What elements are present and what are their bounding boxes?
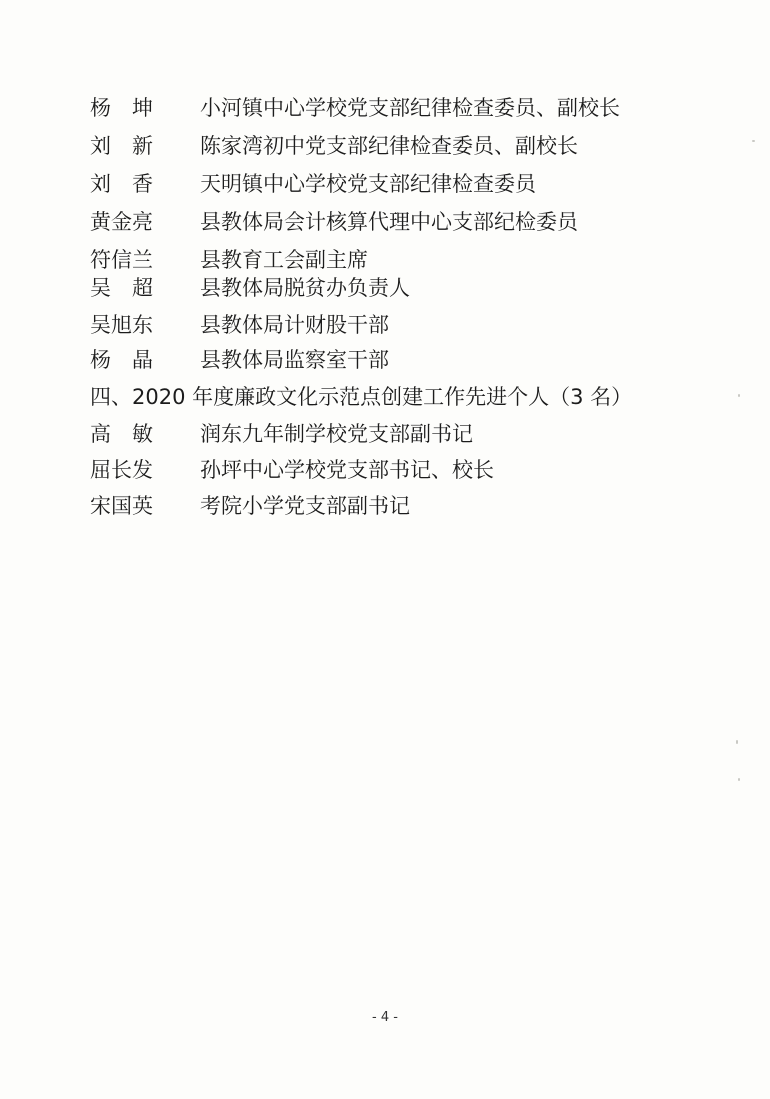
person-name: 刘 新: [90, 134, 153, 158]
list-item: [90, 268, 410, 308]
person-name: 刘 香: [90, 172, 153, 196]
list-item: [90, 126, 578, 166]
list-item: [90, 414, 473, 454]
person-name: 吴旭东: [90, 313, 153, 337]
person-role: 考院小学党支部副书记: [200, 494, 410, 518]
scan-speck: [736, 740, 738, 744]
list-item: [90, 88, 620, 128]
list-item: [90, 202, 578, 242]
person-role: 县教体局计财股干部: [200, 313, 389, 337]
section-heading: 四、2020 年度廉政文化示范点创建工作先进个人（3 名）: [90, 385, 633, 409]
page-number: - 4 -: [372, 1010, 398, 1025]
person-role: 润东九年制学校党支部副书记: [200, 422, 473, 446]
scan-speck: [752, 140, 755, 142]
list-item: [90, 340, 389, 380]
person-role: 小河镇中心学校党支部纪律检查委员、副校长: [200, 96, 620, 120]
person-role: 县教体局脱贫办负责人: [200, 276, 410, 300]
person-role: 孙坪中心学校党支部书记、校长: [200, 458, 494, 482]
list-item: [90, 450, 494, 490]
scan-speck: [738, 778, 740, 781]
person-name: 高 敏: [90, 422, 153, 446]
person-name: 宋国英: [90, 494, 153, 518]
list-item: [90, 486, 410, 526]
person-role: 陈家湾初中党支部纪律检查委员、副校长: [200, 134, 578, 158]
person-name: 杨 坤: [90, 96, 153, 120]
person-role: 县教体局监察室干部: [200, 348, 389, 372]
list-item: [90, 305, 389, 345]
person-name: 黄金亮: [90, 210, 153, 234]
person-name: 符信兰: [90, 248, 153, 272]
person-name: 杨 晶: [90, 348, 153, 372]
scan-speck: [738, 394, 740, 397]
person-role: 县教体局会计核算代理中心支部纪检委员: [200, 210, 578, 234]
person-name: 吴 超: [90, 276, 153, 300]
person-role: 天明镇中心学校党支部纪律检查委员: [200, 172, 536, 196]
list-item: [90, 164, 536, 204]
person-role: 县教育工会副主席: [200, 248, 368, 272]
person-name: 屈长发: [90, 458, 153, 482]
